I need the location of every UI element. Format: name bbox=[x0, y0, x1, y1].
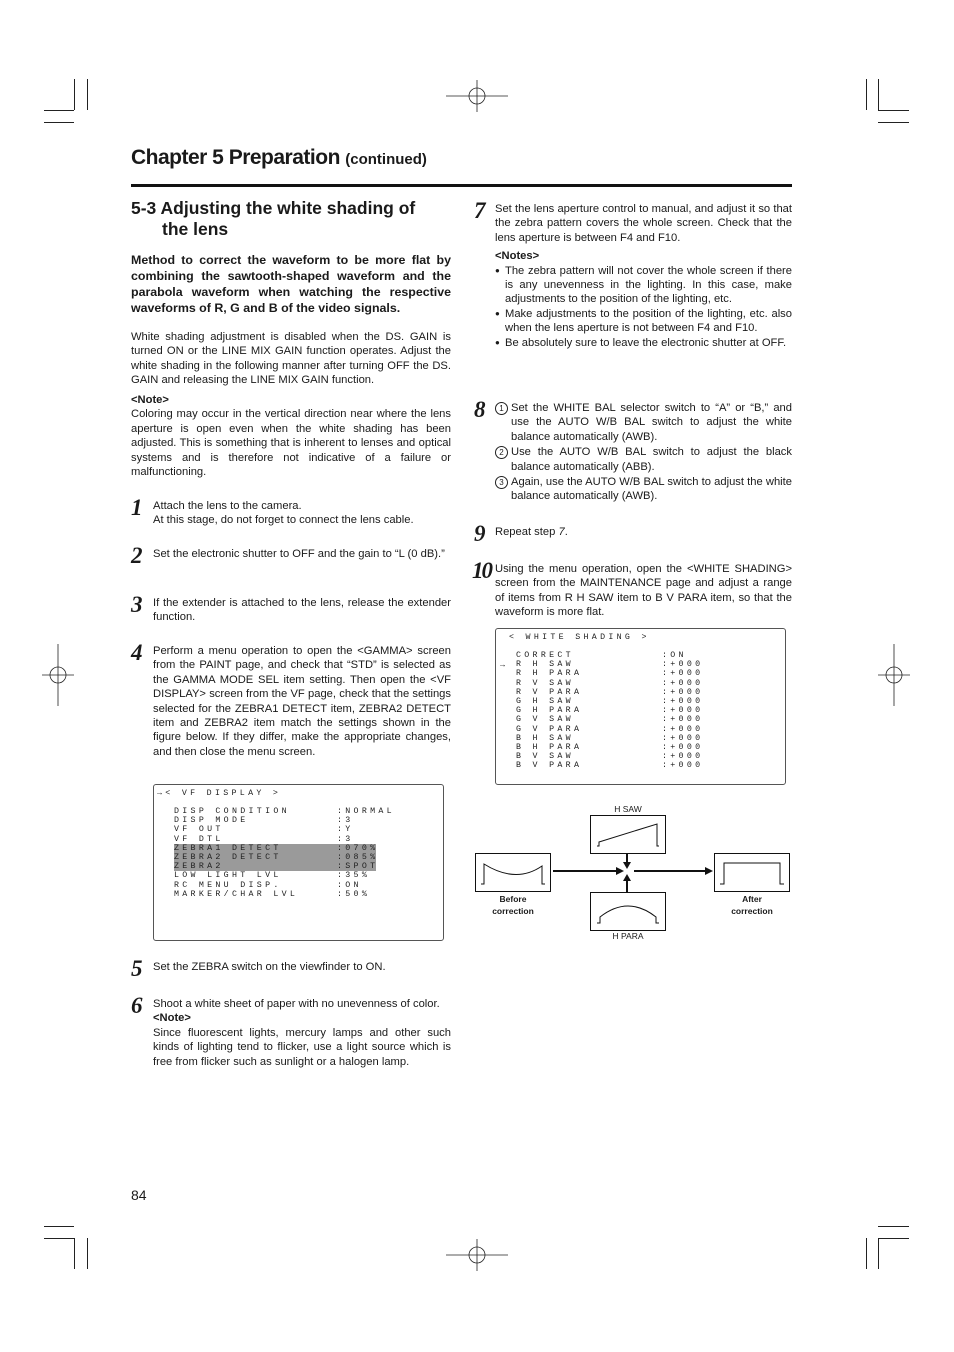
notes-heading: <Notes> bbox=[495, 250, 540, 263]
before-correction-label bbox=[475, 893, 551, 917]
note-text: Since fluorescent lights, mercury lamps and other such kinds of lighting tend to flicker, use a light source which is free from flicker such as sunlight or a halogen lamp. bbox=[153, 1026, 451, 1068]
step-6-text bbox=[153, 997, 451, 1069]
menu-item-label: G V PARA bbox=[516, 724, 583, 734]
before-label-line1: Before bbox=[499, 894, 527, 904]
registration-mark-icon bbox=[876, 642, 912, 708]
menu-title: < WHITE SHADING > bbox=[509, 633, 650, 642]
menu-item-value: :35% bbox=[337, 871, 371, 881]
menu-item-value: :+000 bbox=[662, 724, 704, 734]
continued-label: (continued) bbox=[345, 151, 427, 168]
after-label-line1: After bbox=[742, 894, 762, 904]
menu-item-label: B H PARA bbox=[516, 743, 583, 752]
menu-item-label: RC MENU DISP. bbox=[174, 880, 282, 890]
menu-item-value: :Y bbox=[337, 825, 354, 835]
step-number: 9 bbox=[474, 521, 486, 546]
circled-number: 2 bbox=[495, 446, 508, 459]
menu-item-label: R H PARA bbox=[516, 669, 583, 679]
menu-item-label: R H SAW bbox=[516, 660, 574, 670]
step-7-body: Set the lens aperture control to manual, and adjust it so that the zebra pattern covers the whole screen. Check that the lens aperture is between F4 and F10. bbox=[495, 203, 792, 244]
menu-item-label: CORRECT bbox=[516, 651, 574, 660]
h-saw-label: H SAW bbox=[614, 804, 642, 814]
intro-paragraph: White shading adjustment is disabled when the DS. GAIN is turned ON or the LINE MIX GAIN function operates. Adjust the white shading in the following manner after turning OFF the DS. GAIN and releasing the LINE MIX GAIN function. bbox=[131, 331, 451, 387]
menu-item-label: ZEBRA2 DETECT bbox=[174, 853, 282, 862]
after-correction-waveform bbox=[714, 853, 790, 892]
crop-mark bbox=[44, 122, 74, 123]
section-title-line2: the lens bbox=[162, 219, 229, 239]
menu-item-value: :+000 bbox=[662, 669, 704, 679]
menu-item-label: ZEBRA2 bbox=[174, 862, 224, 872]
step-reference: 7 bbox=[558, 526, 565, 538]
note-text: Coloring may occur in the vertical direction near where the lens aperture is open even when the white shading has been adjusted. This is something that is inherent to lenses and optical systems and is therefore not indicative of a failure or malfunctioning. bbox=[131, 408, 451, 479]
crop-mark bbox=[44, 110, 74, 111]
note-heading: <Note> bbox=[153, 1012, 191, 1025]
crop-mark bbox=[44, 1226, 74, 1227]
menu-title: →< VF DISPLAY > bbox=[157, 789, 282, 798]
step-number: 3 bbox=[131, 592, 143, 617]
step-5-text: Set the ZEBRA switch on the viewfinder to ON. bbox=[153, 961, 386, 973]
before-waveform-icon bbox=[476, 854, 550, 891]
step-number: 10 bbox=[472, 558, 491, 583]
menu-item-label: B V PARA bbox=[516, 761, 583, 771]
menu-item-label: G H PARA bbox=[516, 706, 583, 716]
menu-item-value: :+000 bbox=[662, 706, 704, 716]
after-waveform-icon bbox=[715, 854, 789, 891]
menu-item-value: :+000 bbox=[662, 687, 704, 697]
step-1-line2: At this stage, do not forget to connect the lens cable. bbox=[153, 514, 414, 527]
step-3-text: If the extender is attached to the lens, release the extender function. bbox=[153, 597, 451, 624]
circled-number: 1 bbox=[495, 402, 508, 415]
menu-item-label: G V SAW bbox=[516, 715, 574, 725]
menu-item-label: VF DTL bbox=[174, 834, 224, 844]
chapter-heading bbox=[131, 146, 427, 170]
step-number: 2 bbox=[131, 543, 143, 568]
h-para-label: H PARA bbox=[612, 931, 644, 941]
intro-note bbox=[131, 393, 451, 479]
crop-mark bbox=[74, 1238, 75, 1269]
step-8-item-text: Again, use the AUTO W/B BAL switch to adjust the white balance automatically (AWB). bbox=[511, 476, 792, 503]
menu-item-value: :SPOT bbox=[337, 862, 379, 872]
step-9-text bbox=[495, 525, 792, 539]
menu-item-value: :085% bbox=[337, 853, 379, 862]
combination-arrows-icon bbox=[550, 850, 715, 895]
cursor-arrow-icon: → bbox=[500, 661, 505, 670]
step-number: 1 bbox=[131, 495, 143, 520]
step-number: 5 bbox=[131, 956, 143, 981]
registration-mark-icon bbox=[444, 78, 510, 114]
menu-item-label: G H SAW bbox=[516, 697, 574, 706]
step-number: 7 bbox=[474, 198, 486, 223]
menu-item-label: R V SAW bbox=[516, 678, 574, 688]
crop-mark bbox=[878, 1238, 909, 1239]
before-correction-waveform bbox=[475, 853, 551, 892]
menu-item-value: :+000 bbox=[662, 743, 704, 752]
registration-mark-icon bbox=[40, 642, 76, 708]
step-8-item-text: Use the AUTO W/B BAL switch to adjust the black balance automatically (ABB). bbox=[511, 446, 792, 473]
menu-item-label: ZEBRA1 DETECT bbox=[174, 843, 282, 853]
h-saw-waveform bbox=[590, 815, 666, 854]
menu-item-value: :+000 bbox=[662, 733, 704, 743]
menu-item-value: :+000 bbox=[662, 761, 704, 771]
crop-mark bbox=[866, 1238, 867, 1269]
step-8-item bbox=[495, 445, 792, 474]
after-correction-label bbox=[714, 893, 790, 917]
note-heading: <Note> bbox=[131, 394, 169, 406]
menu-item-label: DISP MODE bbox=[174, 816, 249, 826]
note-bullet: ● Be absolutely sure to leave the electronic shutter at OFF. bbox=[495, 336, 792, 350]
circled-number: 3 bbox=[495, 476, 508, 489]
step-1-text bbox=[153, 499, 451, 528]
menu-item-label: R V PARA bbox=[516, 687, 583, 697]
registration-mark-icon bbox=[444, 1237, 510, 1273]
step-2-text: Set the electronic shutter to OFF and the gain to “L (0 dB).” bbox=[153, 548, 445, 560]
menu-item-value: :+000 bbox=[662, 697, 704, 706]
note-bullet: ● The zebra pattern will not cover the whole screen if there is any unevenness in the lighting. In this case, make adjustments to the position of the lighting, etc. bbox=[495, 264, 792, 307]
menu-item-value: :+000 bbox=[662, 678, 704, 688]
page-number: 84 bbox=[131, 1187, 147, 1203]
heading-rule bbox=[131, 184, 792, 187]
step-9-body: Repeat step bbox=[495, 526, 559, 538]
vf-display-menu bbox=[153, 784, 444, 941]
step-1-line1: Attach the lens to the camera. bbox=[153, 500, 302, 512]
section-title bbox=[131, 198, 451, 240]
menu-item-label: MARKER/CHAR LVL bbox=[174, 889, 299, 899]
step-number: 8 bbox=[474, 397, 486, 422]
crop-mark bbox=[44, 1238, 74, 1239]
menu-item-label: LOW LIGHT LVL bbox=[174, 871, 282, 881]
h-saw-waveform-icon bbox=[591, 816, 665, 853]
menu-item-value: :ON bbox=[662, 651, 687, 660]
crop-mark bbox=[74, 79, 75, 110]
menu-item-value: :ON bbox=[337, 880, 362, 890]
crop-mark bbox=[878, 110, 909, 111]
step-8-item bbox=[495, 401, 792, 444]
after-label-line2: correction bbox=[731, 906, 773, 916]
menu-item-value: :+000 bbox=[662, 660, 704, 670]
h-para-waveform bbox=[590, 892, 666, 931]
step-10-text: Using the menu operation, open the <WHITE SHADING> screen from the MAINTENANCE page and adjust a range of items from R H SAW item to B V PARA item, so that the waveform is more flat. bbox=[495, 563, 792, 619]
menu-item-value: :+000 bbox=[662, 752, 704, 762]
step-8-item bbox=[495, 475, 792, 504]
step-number: 4 bbox=[131, 640, 143, 665]
method-summary: Method to correct the waveform to be more flat by combining the sawtooth-shaped waveform and the parabola waveform when watching the respective waveforms of R, G and B of the video signals. bbox=[131, 253, 451, 315]
step-8-text bbox=[495, 401, 792, 504]
crop-mark bbox=[87, 1238, 88, 1269]
h-para-waveform-icon bbox=[591, 893, 665, 930]
crop-mark bbox=[878, 1238, 879, 1269]
step-8-item-text: Set the WHITE BAL selector switch to “A” or “B,” and use the AUTO W/B BAL switch to adjust the white balance automatically (AWB). bbox=[511, 402, 792, 443]
menu-item-value: :3 bbox=[337, 816, 354, 826]
white-shading-menu bbox=[495, 628, 786, 785]
step-number: 6 bbox=[131, 993, 143, 1018]
section-title-line1: 5-3 Adjusting the white shading of bbox=[131, 198, 416, 218]
menu-item-value: :+000 bbox=[662, 715, 704, 725]
step-9-end: . bbox=[564, 526, 568, 538]
step-7-text bbox=[495, 202, 792, 350]
step-6-body: Shoot a white sheet of paper with no unevenness of color. bbox=[153, 998, 440, 1010]
menu-item-value: :NORMAL bbox=[337, 807, 395, 816]
crop-mark bbox=[878, 122, 909, 123]
chapter-title: Chapter 5 Preparation bbox=[131, 146, 340, 169]
crop-mark bbox=[866, 79, 867, 110]
menu-item-label: B H SAW bbox=[516, 733, 574, 743]
menu-item-value: :3 bbox=[337, 834, 354, 844]
menu-item-value: :070% bbox=[337, 843, 379, 853]
crop-mark bbox=[878, 79, 879, 110]
menu-item-label: DISP CONDITION bbox=[174, 807, 290, 816]
before-label-line2: correction bbox=[492, 906, 534, 916]
crop-mark bbox=[878, 1226, 909, 1227]
step-4-text: Perform a menu operation to open the <GAMMA> screen from the PAINT page, and check that “STD” is selected as the GAMMA MODE SEL item setting. Then open the <VF DISPLAY> screen from the VF page, check that the settings selected for the ZEBRA1 DETECT item, ZEBRA2 DETECT item and ZEBRA2 item match the settings shown in the figure below. If they differ, make the appropriate changes, and then close the menu screen. bbox=[153, 645, 451, 758]
menu-item-label: B V SAW bbox=[516, 752, 574, 762]
menu-item-value: :50% bbox=[337, 889, 371, 899]
crop-mark bbox=[87, 79, 88, 110]
note-bullet: ● Make adjustments to the position of the lighting, etc. also when the lens aperture is not between F4 and F10. bbox=[495, 307, 792, 336]
menu-item-label: VF OUT bbox=[174, 825, 224, 835]
